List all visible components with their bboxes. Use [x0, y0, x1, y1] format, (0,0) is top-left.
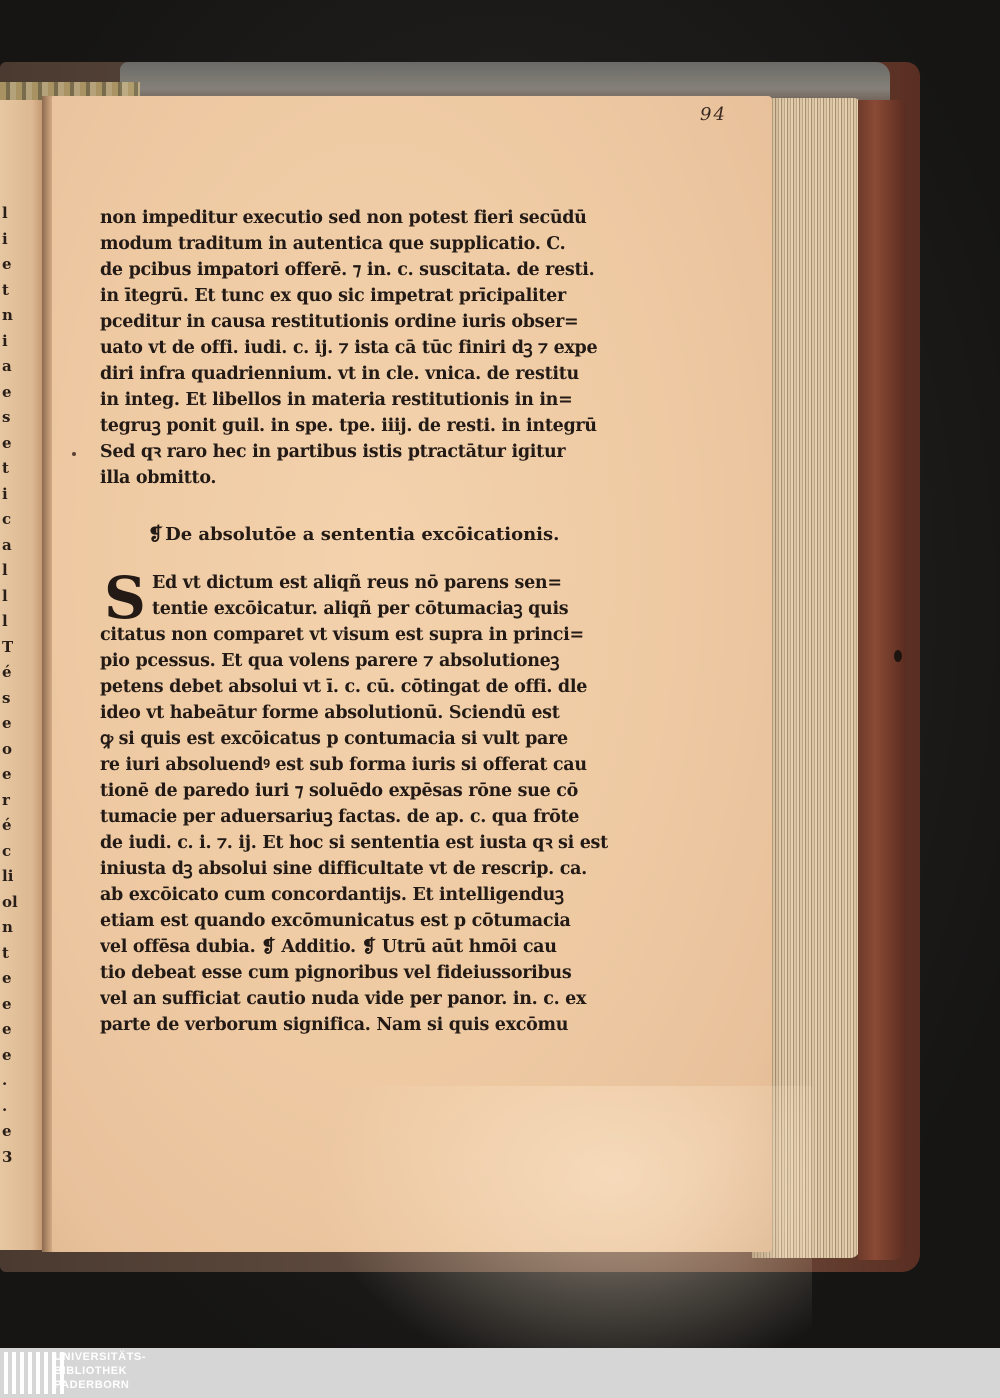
- heading-text: De absolutōe a sententia excōicationis.: [165, 524, 560, 545]
- text-line: ꝙ si quis est excōicatus p contumacia si vult pare: [100, 729, 568, 749]
- board-edge: [858, 100, 906, 1260]
- left-page-glyph: a: [2, 535, 12, 554]
- left-page-text-fragments: [2, 200, 22, 1169]
- ink-dot: [72, 452, 76, 456]
- text-line: parte de verborum significa. Nam si quis excōmu: [100, 1015, 569, 1035]
- text-line: etiam est quando excōmunicatus est p cōtumacia: [100, 911, 571, 931]
- left-page-glyph: e: [2, 1122, 12, 1140]
- left-page-glyph: c: [2, 841, 12, 860]
- text-line: vel offēsa dubia. ❡ Additio. ❡ Utrū aūt hmōi cau: [100, 937, 557, 957]
- library-logo-line-3: PADERBORN: [54, 1379, 130, 1391]
- library-logo-line-1: UNIVERSITÄTS-: [54, 1351, 147, 1363]
- folio-number: 94: [700, 104, 727, 125]
- left-page-glyph: i: [2, 229, 8, 248]
- left-page-glyph: e: [2, 714, 12, 732]
- text-line: uato vt de offi. iudi. c. ij. ⁊ ista cā tūc finiri dꝫ ⁊ expe: [100, 338, 598, 358]
- left-page-glyph: a: [2, 357, 12, 375]
- text-line: tentie excōicatur. aliqñ per cōtumaciaꝫ quis: [152, 599, 569, 619]
- left-page-glyph: e: [2, 969, 12, 987]
- text-line: re iuri absoluendꝰ est sub forma iuris si offerat cau: [100, 755, 587, 775]
- left-page-glyph: e: [2, 255, 12, 273]
- text-line: ideo vt habeātur forme absolutionū. Sciendū est: [100, 703, 560, 723]
- left-page-glyph: t: [2, 459, 9, 477]
- left-page-glyph: T: [2, 637, 14, 656]
- left-page-glyph: e: [2, 1020, 12, 1038]
- text-line: non impeditur executio sed non potest fieri secūdū: [100, 208, 587, 228]
- text-line: ab excōicato cum concordantijs. Et intelligenduꝫ: [100, 885, 564, 905]
- left-page-glyph: o: [2, 739, 13, 758]
- text-line: iniusta dꝫ absolui sine difficultate vt de rescrip. ca.: [100, 859, 587, 879]
- left-page-glyph: e: [2, 433, 12, 452]
- left-page-glyph: s: [2, 688, 11, 707]
- left-page-glyph: .: [2, 1096, 8, 1115]
- left-page-glyph: l: [2, 561, 8, 579]
- text-line: modum traditum in autentica que supplicatio. C.: [100, 234, 566, 254]
- worm-hole: [894, 650, 902, 662]
- left-page-glyph: e: [2, 1045, 12, 1064]
- water-stain: [312, 1086, 812, 1348]
- library-logo-text: [54, 1350, 254, 1392]
- paragraph-2: [100, 564, 624, 1038]
- text-line: de iudi. c. i. ⁊. ij. Et hoc si sententia est iusta qꝛ si est: [100, 833, 608, 853]
- text-line: vel an sufficiat cautio nuda vide per panor. in. c. ex: [100, 989, 587, 1009]
- left-page-glyph: n: [2, 918, 13, 936]
- left-page-glyph: c: [2, 510, 12, 528]
- pilcrow-mark: ❡: [148, 524, 164, 545]
- section-heading: [148, 522, 618, 548]
- text-line: de pcibus impatori offerē. ⁊ in. c. suscitata. de resti.: [100, 260, 595, 280]
- left-page-glyph: 3: [2, 1147, 13, 1166]
- left-page-glyph: t: [2, 943, 9, 962]
- text-line: pio pcessus. Et qua volens parere ⁊ absolutioneꝫ: [100, 651, 560, 671]
- text-line: Sed qꝛ raro hec in partibus istis ptractātur igitur: [100, 442, 566, 462]
- paragraph-1: [100, 205, 624, 491]
- left-page-glyph: e: [2, 994, 12, 1013]
- text-line: in integ. Et libellos in materia restitutionis in in=: [100, 390, 573, 410]
- left-page-glyph: é: [2, 816, 12, 834]
- left-page-glyph: t: [2, 280, 9, 299]
- text-line: pceditur in causa restitutionis ordine iuris obser=: [100, 312, 579, 332]
- library-logo-line-2: BIBLIOTHEK: [54, 1365, 128, 1377]
- left-page-glyph: n: [2, 306, 13, 324]
- left-page-glyph: l: [2, 612, 8, 630]
- left-page-glyph: r: [2, 790, 10, 809]
- decorated-initial: S: [104, 564, 146, 632]
- left-page-glyph: é: [2, 663, 12, 681]
- left-page-glyph: i: [2, 484, 8, 503]
- text-line: tionē de paredo iuri ⁊ soluēdo expēsas rōne sue cō: [100, 781, 578, 801]
- text-line: tio debeat esse cum pignoribus vel fideiussoribus: [100, 963, 572, 983]
- left-page-glyph: l: [2, 586, 8, 605]
- text-line: petens debet absolui vt ī. c. cū. cōtingat de offi. dle: [100, 677, 588, 697]
- left-page-glyph: i: [2, 331, 8, 350]
- left-page-glyph: li: [2, 867, 14, 885]
- left-page-glyph: s: [2, 408, 11, 426]
- left-page-glyph: e: [2, 382, 12, 401]
- text-line: Ed vt dictum est aliqñ reus nō parens sen=: [152, 573, 562, 593]
- text-line: tumacie per aduersariuꝫ factas. de ap. c. qua frōte: [100, 807, 580, 827]
- left-page-glyph: ol: [2, 892, 18, 911]
- text-line: in ītegrū. Et tunc ex quo sic impetrat prīcipaliter: [100, 286, 566, 306]
- text-line: citatus non comparet vt visum est supra in princi=: [100, 625, 584, 645]
- text-line: tegruꝫ ponit guil. in spe. tpe. iiij. de resti. in integrū: [100, 416, 597, 436]
- left-page-glyph: .: [2, 1071, 8, 1089]
- left-page-glyph: l: [2, 204, 8, 222]
- text-line: illa obmitto.: [100, 468, 217, 488]
- left-page-glyph: e: [2, 765, 12, 783]
- text-line: diri infra quadriennium. vt in cle. vnica. de restitu: [100, 364, 579, 384]
